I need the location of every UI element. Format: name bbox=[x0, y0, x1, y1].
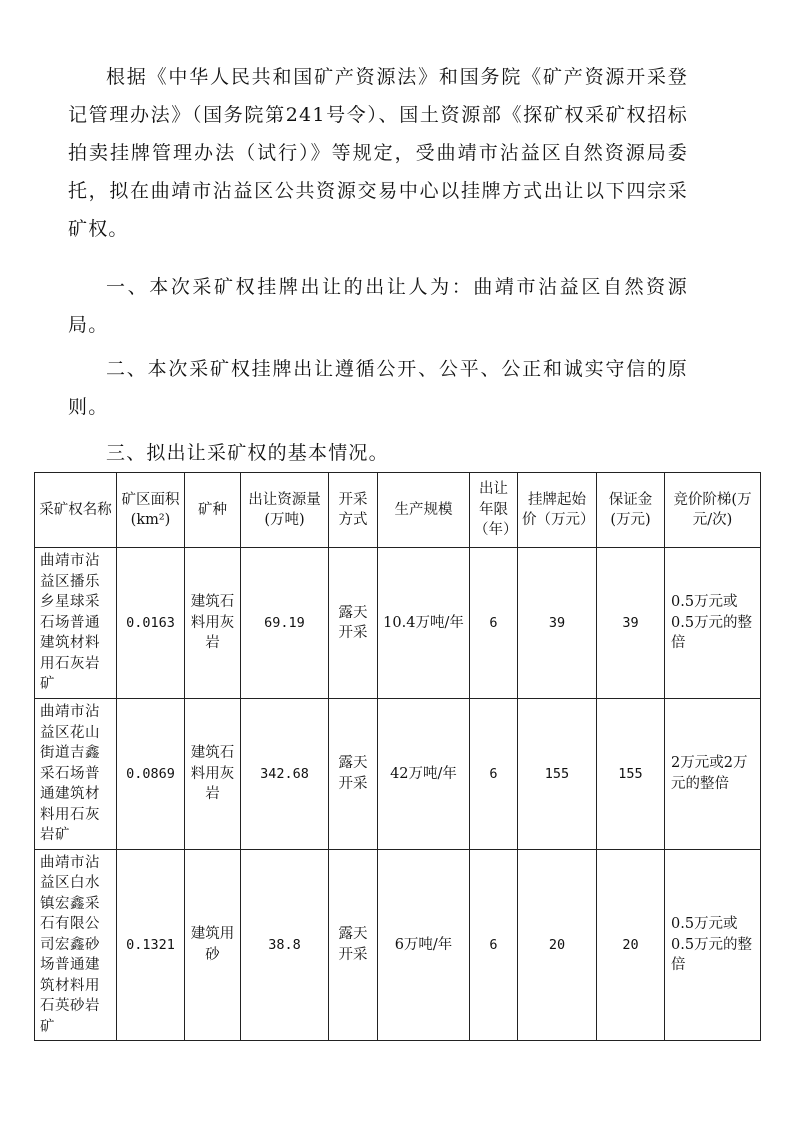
section-two-paragraph: 二、本次采矿权挂牌出让遵循公开、公平、公正和诚实守信的原则。 bbox=[68, 358, 688, 418]
header-resource: 出让资源量(万吨) bbox=[241, 473, 329, 548]
cell-resource: 69.19 bbox=[241, 548, 329, 699]
header-step: 竞价阶梯(万元/次) bbox=[665, 473, 761, 548]
cell-step: 0.5万元或0.5万元的整倍 bbox=[665, 849, 761, 1041]
cell-area: 0.1321 bbox=[117, 849, 185, 1041]
cell-deposit: 20 bbox=[597, 849, 665, 1041]
cell-scale: 42万吨/年 bbox=[378, 699, 470, 850]
cell-step: 0.5万元或0.5万元的整倍 bbox=[665, 548, 761, 699]
header-deposit: 保证金(万元) bbox=[597, 473, 665, 548]
cell-start-price: 20 bbox=[518, 849, 597, 1041]
cell-name: 曲靖市沾益区花山街道吉鑫采石场普通建筑材料用石灰岩矿 bbox=[35, 699, 117, 850]
cell-method: 露天开采 bbox=[329, 548, 378, 699]
header-method: 开采方式 bbox=[329, 473, 378, 548]
cell-mineral: 建筑石料用灰岩 bbox=[185, 699, 241, 850]
cell-term: 6 bbox=[470, 548, 518, 699]
cell-scale: 6万吨/年 bbox=[378, 849, 470, 1041]
cell-term: 6 bbox=[470, 849, 518, 1041]
section-one-paragraph: 一、本次采矿权挂牌出让的出让人为：曲靖市沾益区自然资源局。 bbox=[68, 276, 688, 336]
cell-name: 曲靖市沾益区白水镇宏鑫采石有限公司宏鑫砂场普通建筑材料用石英砂岩矿 bbox=[35, 849, 117, 1041]
header-term: 出让年限（年） bbox=[470, 473, 518, 548]
cell-area: 0.0163 bbox=[117, 548, 185, 699]
section-three-heading: 三、拟出让采矿权的基本情况。 bbox=[106, 442, 389, 464]
cell-step: 2万元或2万元的整倍 bbox=[665, 699, 761, 850]
cell-start-price: 155 bbox=[518, 699, 597, 850]
cell-resource: 38.8 bbox=[241, 849, 329, 1041]
cell-scale: 10.4万吨/年 bbox=[378, 548, 470, 699]
table-row bbox=[35, 849, 761, 1041]
cell-start-price: 39 bbox=[518, 548, 597, 699]
table-row bbox=[35, 699, 761, 850]
cell-mineral: 建筑用砂 bbox=[185, 849, 241, 1041]
header-start-price: 挂牌起始价（万元） bbox=[518, 473, 597, 548]
cell-method: 露天开采 bbox=[329, 699, 378, 850]
cell-mineral: 建筑石料用灰岩 bbox=[185, 548, 241, 699]
cell-term: 6 bbox=[470, 699, 518, 850]
cell-deposit: 39 bbox=[597, 548, 665, 699]
cell-method: 露天开采 bbox=[329, 849, 378, 1041]
header-mineral: 矿种 bbox=[185, 473, 241, 548]
intro-paragraph: 根据《中华人民共和国矿产资源法》和国务院《矿产资源开采登记管理办法》（国务院第241号令）、国土资源部《探矿权采矿权招标拍卖挂牌管理办法（试行）》等规定，受曲靖市沾益区自然资源局委托，拟在曲靖市沾益区公共资源交易中心以挂牌方式出让以下四宗采矿权。 bbox=[68, 66, 688, 240]
cell-name: 曲靖市沾益区播乐乡星球采石场普通建筑材料用石灰岩矿 bbox=[35, 548, 117, 699]
cell-resource: 342.68 bbox=[241, 699, 329, 850]
header-area: 矿区面积(km²) bbox=[117, 473, 185, 548]
header-name: 采矿权名称 bbox=[35, 473, 117, 548]
cell-deposit: 155 bbox=[597, 699, 665, 850]
cell-area: 0.0869 bbox=[117, 699, 185, 850]
mining-rights-table bbox=[34, 472, 761, 1041]
table-row bbox=[35, 548, 761, 699]
table-header-row bbox=[35, 473, 761, 548]
header-scale: 生产规模 bbox=[378, 473, 470, 548]
